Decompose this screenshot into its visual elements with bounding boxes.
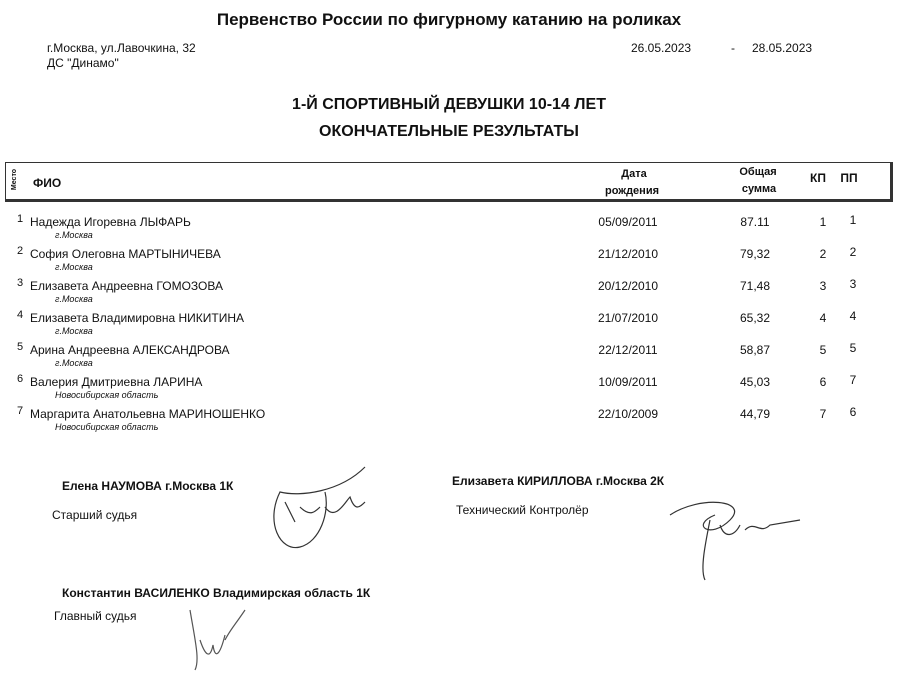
short-program-place: 7 [819, 407, 827, 421]
total-score: 87.11 [740, 215, 770, 229]
official-name: Елена НАУМОВА г.Москва 1К [62, 479, 234, 493]
table-row [0, 215, 900, 247]
athlete-region: г.Москва [55, 326, 93, 336]
signature-technical-controller [660, 490, 810, 585]
place-number: 1 [17, 213, 24, 225]
total-score: 65,32 [739, 311, 771, 325]
free-program-place: 5 [849, 341, 857, 355]
birth-date: 22/10/2009 [597, 407, 659, 421]
free-program-place: 3 [849, 277, 857, 291]
table-row [0, 247, 900, 279]
date-end: 28.05.2023 [752, 41, 813, 55]
free-program-place: 4 [849, 309, 857, 323]
table-row [0, 279, 900, 311]
athlete-name: София Олеговна МАРТЫНИЧЕВА [30, 247, 221, 261]
official-role: Старший судья [52, 508, 138, 522]
short-program-place: 1 [819, 215, 827, 229]
birth-date: 05/09/2011 [598, 215, 658, 229]
place-number: 7 [17, 405, 24, 417]
official-name: Елизавета КИРИЛЛОВА г.Москва 2К [452, 474, 665, 488]
signature-chief-judge [175, 600, 255, 673]
short-program-place: 3 [819, 279, 827, 293]
free-program-place: 6 [849, 405, 857, 419]
official-role: Технический Контролёр [456, 503, 589, 517]
athlete-region: г.Москва [55, 358, 93, 368]
short-program-place: 2 [819, 247, 827, 261]
place-number: 3 [17, 277, 24, 289]
col-place: Место [11, 168, 19, 191]
athlete-region: г.Москва [55, 230, 93, 240]
free-program-place: 1 [849, 213, 857, 227]
free-program-place: 7 [849, 373, 857, 387]
place-number: 5 [17, 341, 24, 353]
table-row [0, 343, 900, 375]
short-program-place: 5 [819, 343, 827, 357]
col-sum-1: Общая [739, 166, 777, 178]
athlete-name: Елизавета Владимировна НИКИТИНА [30, 311, 244, 325]
table-row [0, 407, 900, 439]
athlete-name: Маргарита Анатольевна МАРИНОШЕНКО [30, 407, 266, 421]
total-score: 58,87 [739, 343, 771, 357]
athlete-region: Новосибирская область [55, 422, 159, 432]
birth-date: 10/09/2011 [598, 375, 658, 389]
results-subtitle: ОКОНЧАТЕЛЬНЫЕ РЕЗУЛЬТАТЫ [319, 123, 579, 140]
col-kp: КП [810, 171, 826, 185]
official-role: Главный судья [54, 609, 137, 623]
birth-date: 20/12/2010 [597, 279, 659, 293]
col-birth-1: Дата [621, 168, 647, 180]
athlete-region: г.Москва [55, 294, 93, 304]
date-start: 26.05.2023 [631, 41, 692, 55]
col-sum-2: сумма [741, 183, 777, 195]
total-score: 71,48 [739, 279, 771, 293]
venue: ДС "Динамо" [47, 56, 119, 70]
total-score: 44,79 [739, 407, 771, 421]
table-row [0, 311, 900, 343]
official-name: Константин ВАСИЛЕНКО Владимирская область 1К [62, 586, 371, 600]
total-score: 79,32 [739, 247, 771, 261]
total-score: 45,03 [739, 375, 771, 389]
athlete-name: Валерия Дмитриевна ЛАРИНА [30, 375, 203, 389]
competition-title: Первенство России по фигурному катанию на роликах [216, 10, 682, 29]
short-program-place: 4 [819, 311, 827, 325]
place-number: 2 [17, 245, 24, 257]
place-number: 6 [17, 373, 24, 385]
date-separator: - [731, 41, 735, 55]
birth-date: 21/07/2010 [597, 311, 659, 325]
location: г.Москва, ул.Лавочкина, 32 [47, 41, 196, 55]
place-number: 4 [17, 309, 24, 321]
free-program-place: 2 [849, 245, 857, 259]
col-birth-2: рождения [604, 185, 660, 197]
athlete-name: Елизавета Андреевна ГОМОЗОВА [30, 279, 223, 293]
col-pp: ПП [840, 171, 858, 185]
athlete-name: Арина Андреевна АЛЕКСАНДРОВА [30, 343, 230, 357]
signature-senior-judge [240, 462, 390, 562]
category-title: 1-Й СПОРТИВНЫЙ ДЕВУШКИ 10-14 ЛЕТ [292, 96, 606, 113]
birth-date: 21/12/2010 [597, 247, 659, 261]
short-program-place: 6 [819, 375, 827, 389]
athlete-region: Новосибирская область [55, 390, 159, 400]
col-name: ФИО [33, 176, 62, 190]
athlete-name: Надежда Игоревна ЛЫФАРЬ [30, 215, 191, 229]
athlete-region: г.Москва [55, 262, 93, 272]
table-row [0, 375, 900, 407]
birth-date: 22/12/2011 [598, 343, 658, 357]
